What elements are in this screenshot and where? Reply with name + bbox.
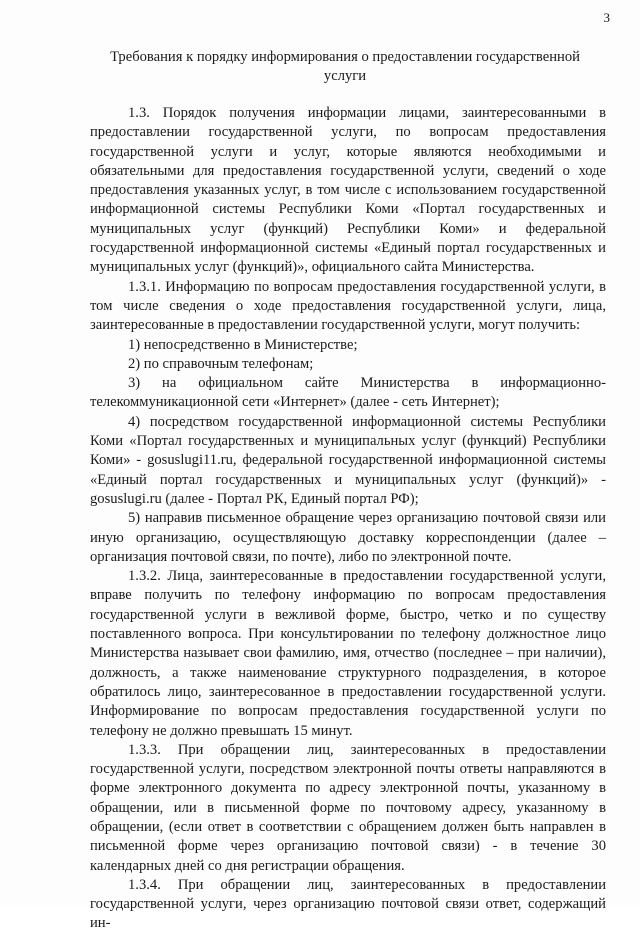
paragraph-1-3-3: 1.3.3. При обращении лиц, заинтересованных в предоставлении государственной услуги, посредством электронной почты ответы направляются в форме электронного документа по адресу электронной почты, указанному в обращении, или в письменной форме по почтовому адресу, указанному в обращении, (если ответ в соответствии с обращением должен быть направлен в письменной форме через организацию почтовой связи) - в течение 30 календарных дней со дня регистрации обращения.: [90, 741, 606, 874]
document-body: [90, 104, 606, 934]
list-item-2: 2) по справочным телефонам;: [128, 355, 314, 372]
paragraph-1-3-1: 1.3.1. Информацию по вопросам предоставления государственной услуги, в том числе сведения о ходе предоставления государственной услуги, лица, заинтересованные в предоставлении государственной услуги, могут получить:: [90, 278, 606, 334]
paragraph-1-3: 1.3. Порядок получения информации лицами, заинтересованными в предоставлении государственной услуги, по вопросам предоставления государственной услуги и услуг, которые являются необходимыми и обязательными для предоставления государственной услуги, сведений о ходе предоставления указанных услуг, в том числе с использованием государственной информационной системы Республики Коми «Портал государственных и муниципальных услуг (функций) Республики Коми» и федеральной государственной информационной системы «Единый портал государственных и муниципальных услуг (функций)», официального сайта Министерства.: [90, 105, 606, 276]
page-number: 3: [603, 10, 610, 25]
paragraph-1-3-4: 1.3.4. При обращении лиц, заинтересованных в предоставлении государственной услуги, через организацию почтовой связи ответ, содержащий ин-: [90, 876, 606, 932]
list-item-3: 3) на официальном сайте Министерства в информационно-телекоммуникационной сети «Интернет» (далее - сеть Интернет);: [90, 375, 606, 411]
list-item-1: 1) непосредственно в Министерстве;: [128, 336, 358, 353]
paragraph-1-3-2: 1.3.2. Лица, заинтересованные в предоставлении государственной услуги, вправе получить по телефону информацию по вопросам предоставления государственной услуги в вежливой форме, быстро, четко и по существу поставленного вопроса. При консультировании по телефону должностное лицо Министерства называет свои фамилию, имя, отчество (последнее – при наличии), должность, а также наименование структурного подразделения, в которое обратилось лицо, заинтересованное в предоставлении государственной услуги. Информирование по вопросам предоставления государственной услуги по телефону не должно превышать 15 минут.: [90, 568, 606, 739]
list-item-5: 5) направив письменное обращение через организацию почтовой связи или иную организацию, осуществляющую доставку корреспонденции (далее – организация почтовой связи, по почте), либо по электронной почте.: [90, 510, 606, 565]
section-heading: Требования к порядку информирования о предоставлении государственной услуги: [110, 49, 580, 84]
list-item-4: 4) посредством государственной информационной системы Республики Коми «Портал государственных и муниципальных услуг (функций) Республики Коми» - gosuslugi11.ru, федеральной государственной информационной системы «Единый портал государственных и муниципальных услуг (функций)» - gosuslugi.ru (далее - Портал РК, Единый портал РФ);: [90, 413, 606, 507]
